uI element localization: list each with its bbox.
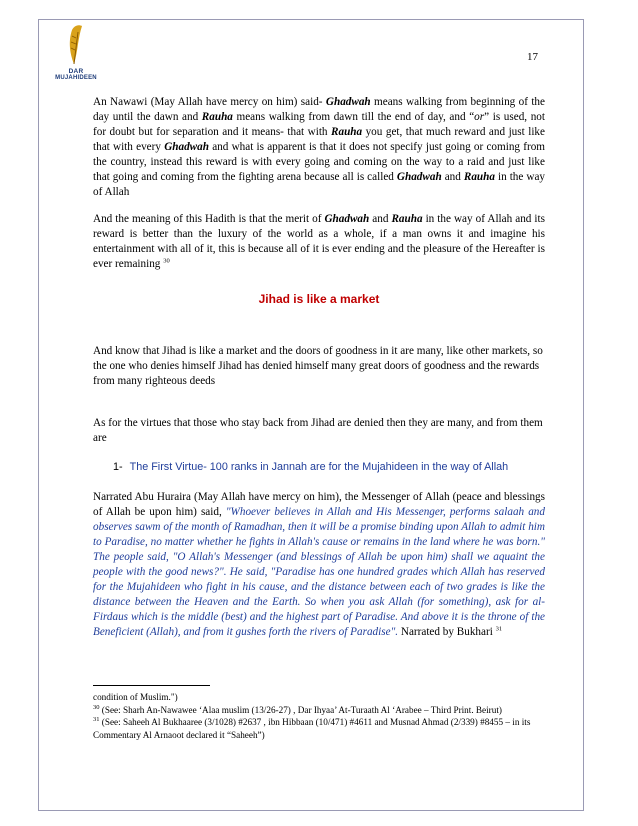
logo-text-bottom: MUJAHIDEEN — [55, 75, 97, 81]
hadith-quote: "Whoever believes in Allah and His Messenger, performs salaah and observes sawm of the month of Ramadhan, then it will be a promise binding upon Allah to admit him to Paradise, no matter whether he fights in Allah's cause or remains in the land where he was born." The people said, "O Allah's Messenger (and blessings of Allah be upon him) shall we aquaint the people with the good news?". He said, "Paradise has one hundred grades which Allah has reserved for the Mujahideen who fight in his cause, and the distance between each of two grades is like the distance between the Heaven and the Earth. So when you ask Allah (for something), ask for al-Firdaus which is the middle (best) and the highest part of Paradise. And above it is the throne of the Beneficient (Allah), and from it gushes forth the rivers of Paradise". — [93, 506, 545, 638]
list-number: 1- — [113, 461, 123, 473]
paragraph-hadith-meaning: And the meaning of this Hadith is that the merit of Ghadwah and Rauha in the way of Allah and its reward is better than the luxury of the world as a whole, if a man owns it and imagine his entertainment with all of it, this is because all of it is ever ending and the pleasure of the Hereafter is ever remaining $^{30}$ — [93, 213, 545, 270]
paragraph-market: And know that Jihad is like a market and the doors of goodness in it are many, like other markets, so the one who denies himself Jihad has denied himself many great doors of goodness and the rewards from many righteous deeds — [93, 345, 543, 387]
paragraph-abu-huraira: Narrated Abu Huraira (May Allah have mercy on him), the Messenger of Allah (peace and blessings of Allah be upon him) said, "Whoever believes in Allah and His Messenger, performs salaah and observes sawm of the month of Ramadhan, then it will be a promise binding upon Allah to admit him to Paradise, no matter whether he fights in Allah's cause or remains in the land where he was born." The people said, "O Allah's Messenger (and blessings of Allah be upon him) shall we aquaint the people with the good news?". He said, "Paradise has one hundred grades which Allah has reserved for the Mujahideen who fight in his cause, and the distance between each of two grades is like the distance between the Heaven and the Earth. So when you ask Allah (for something), ask for al-Firdaus which is the middle (best) and the highest part of Paradise. And above it is the throne of the Beneficient (Allah), and from it gushes forth the rivers of Paradise". Narrated by Bukhari $^{31}$ — [93, 491, 545, 638]
virtue-title: The First Virtue- 100 ranks in Jannah are for the Mujahideen in the way of Allah — [129, 461, 509, 473]
footnote-30: $^{30}$ (See: Sharh An-Nawawee ‘Alaa muslim (13/26-27) , Dar Ihyaa’ At-Turaath Al ‘Arabee – Third Print. Beirut) — [93, 703, 502, 715]
footnote-ref-30[interactable]: 30 — [163, 257, 170, 265]
footnote-continuation: condition of Muslim.") — [93, 692, 178, 702]
publisher-logo — [48, 24, 104, 94]
footnotes — [93, 691, 545, 741]
section-heading: Jihad is like a market — [258, 292, 380, 306]
footnote-31: $^{31}$ (See: Saheeh Al Bukhaaree (3/1028) #2637 , ibn Hibbaan (10/471) #4611 and Musnad Ahmad (2/339) #8455 – in its Commentary Al Arnaoot declared it “Saheeh”) — [93, 715, 531, 740]
logo-text-top: DAR — [68, 68, 84, 75]
footnote-separator — [93, 685, 210, 686]
footnote-ref-31[interactable]: 31 — [495, 625, 503, 633]
quill-icon — [62, 24, 86, 66]
virtue-list-item — [113, 460, 545, 475]
paragraph-virtues-intro: As for the virtues that those who stay back from Jihad are denied then they are many, and from them are — [93, 417, 543, 444]
page-number: 17 — [527, 51, 538, 63]
paragraph-nawawi: An Nawawi (May Allah have mercy on him) said- Ghadwah means walking from beginning of the day until the dawn and Rauha means walking from dawn till the end of day, and “or” is used, not for doubt but for separation and it means- that with Rauha you get, that much reward and just like that with every Ghadwah and what is apparent is that it does not specify just going or coming from the country, instead this reward is with every going and coming on the way to a raid and just like that going and coming from the fighting arena because all is called Ghadwah and Rauha in the way of Allah — [93, 96, 546, 198]
